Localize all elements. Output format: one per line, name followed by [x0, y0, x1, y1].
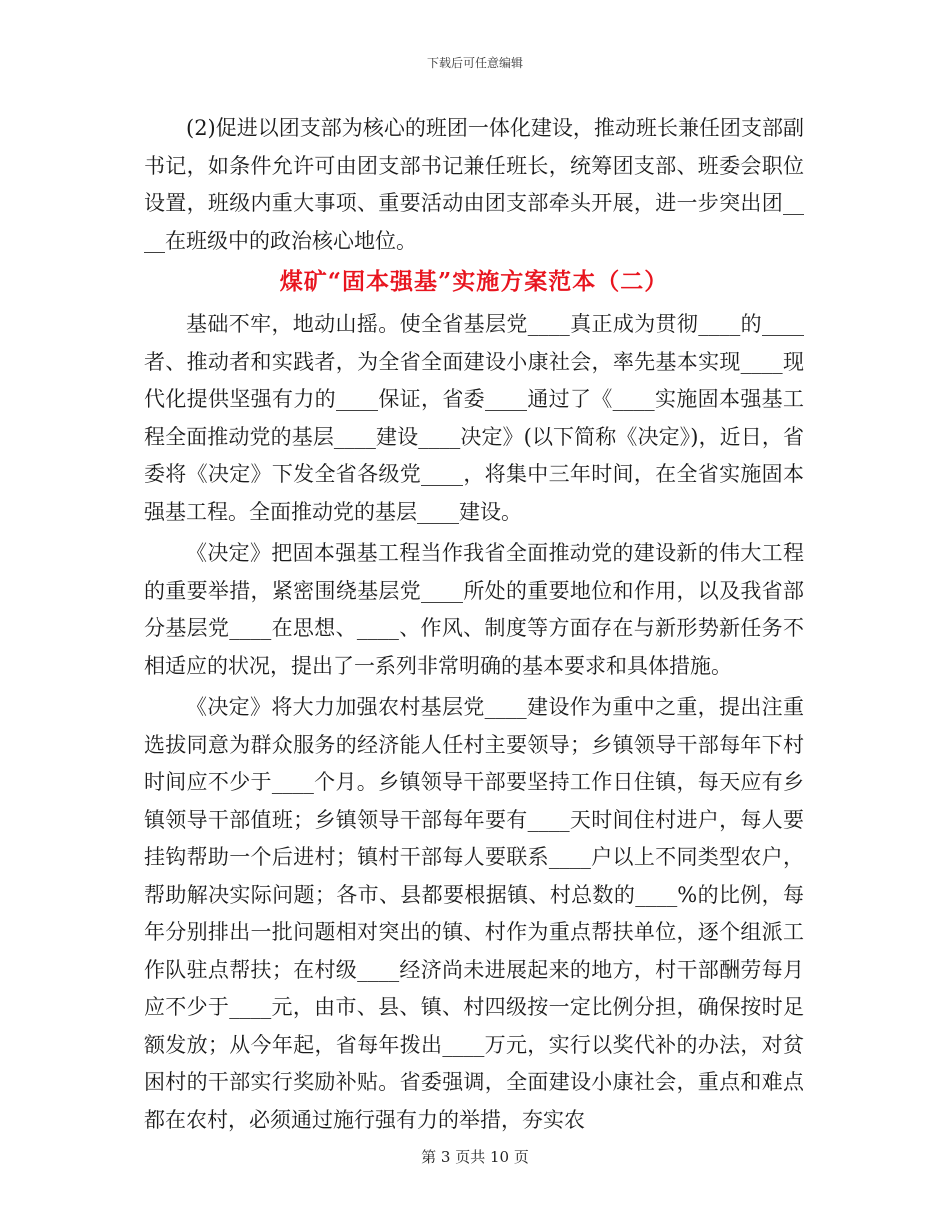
paragraph-3: 《决定》把固本强基工程当作我省全面推动党的建设新的伟大工程的重要举措，紧密围绕基层党____所处的重要地位和作用，以及我省部分基层党____在思想、____、作风、制度等方面存在与新形势新任务不相适应的状况，提出了一系列非常明确的基本要求和具体措施。	[144, 541, 804, 678]
document-body	[144, 110, 804, 1139]
page-header-note: 下载后可任意编辑	[426, 56, 523, 70]
section-title: 煤矿“固本强基”实施方案范本（二）	[279, 268, 669, 295]
paragraph-1: (2)促进以团支部为核心的班团一体化建设，推动班长兼任团支部副书记，如条件允许可由团支部书记兼任班长，统筹团支部、班委会职位设置，班级内重大事项、重要活动由团支部牵头开展，进一步突出团____在班级中的政治核心地位。	[144, 116, 804, 253]
paragraph-4: 《决定》将大力加强农村基层党____建设作为重中之重，提出注重选拔同意为群众服务的经济能人任村主要领导；乡镇领导干部每年下村时间应不少于____个月。乡镇领导干部要坚持工作日住镇，每天应有乡镇领导干部值班；乡镇领导干部每年要有____天时间住村进户，每人要挂钩帮助一个后进村；镇村干部每人要联系____户以上不同类型农户，帮助解决实际问题；各市、县都要根据镇、村总数的____%的比例，每年分别排出一批问题相对突出的镇、村作为重点帮扶单位，逐个组派工作队驻点帮扶；在村级____经济尚未进展起来的地方，村干部酬劳每月应不少于____元，由市、县、镇、村四级按一定比例分担，确保按时足额发放；从今年起，省每年拨出____万元，实行以奖代补的办法，对贫困村的干部实行奖励补贴。省委强调，全面建设小康社会，重点和难点都在农村，必须通过施行强有力的举措，夯实农	[144, 695, 804, 1132]
page-number-footer: 第 3 页共 10 页	[421, 1148, 529, 1166]
paragraph-2: 基础不牢，地动山摇。使全省基层党____真正成为贯彻____的____者、推动者和实践者，为全省全面建设小康社会，率先基本实现____现代化提供坚强有力的____保证，省委____通过了《____实施固本强基工程全面推动党的基层____建设____决定》(以下简称《决定》)，近日，省委将《决定》下发全省各级党____，将集中三年时间，在全省实施固本强基工程。全面推动党的基层____建设。	[144, 312, 804, 524]
